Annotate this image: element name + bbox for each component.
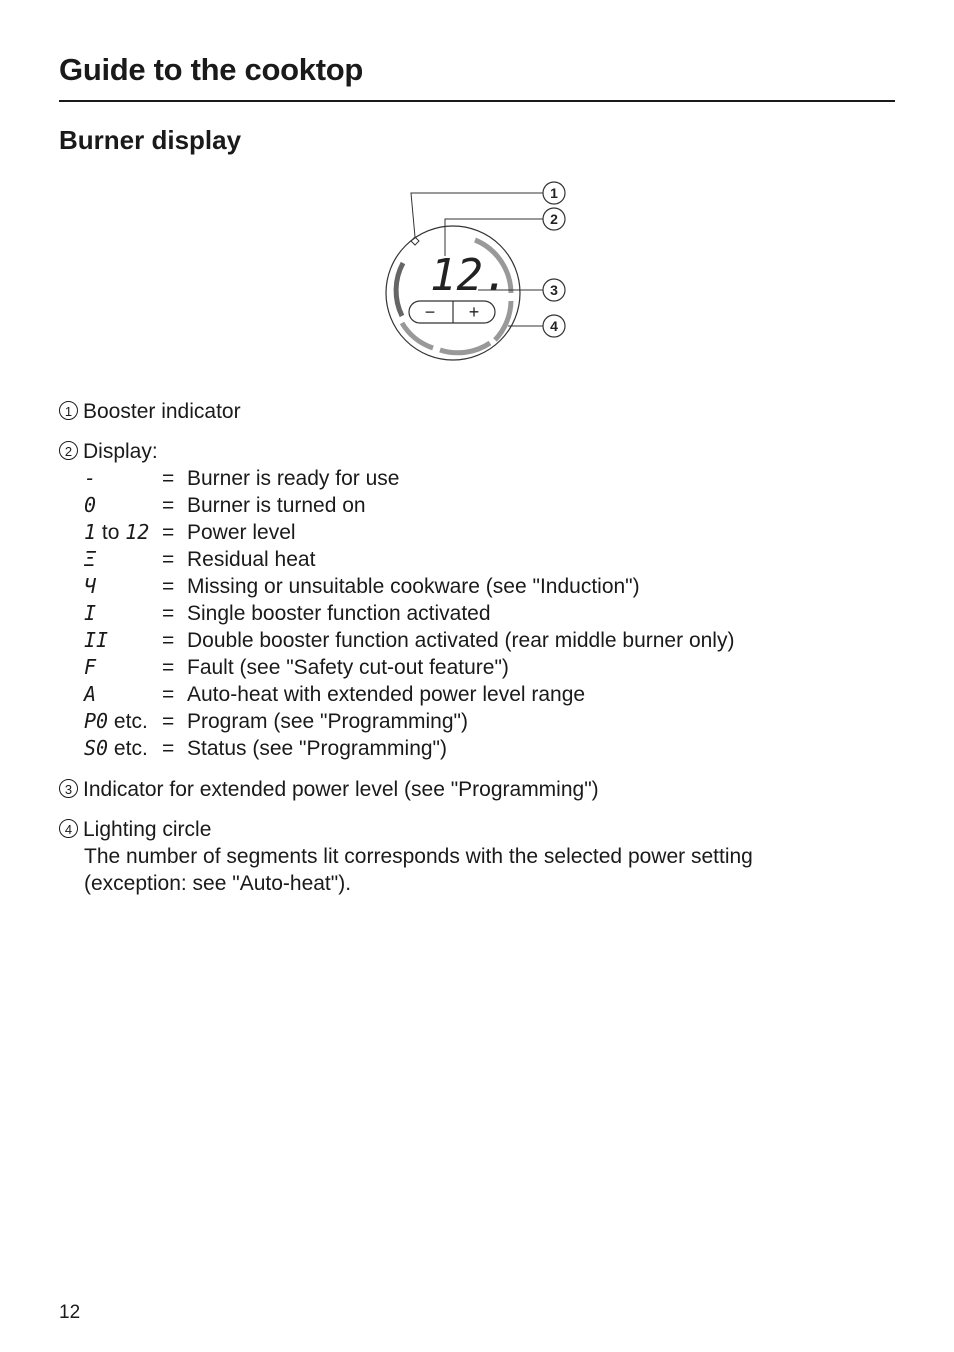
item-text: Booster indicator — [83, 400, 241, 423]
page-number: 12 — [59, 1302, 81, 1323]
table-row: P0 etc. = Program (see "Programming") — [84, 709, 468, 733]
svg-text:3: 3 — [550, 282, 558, 298]
table-row: 1 to 12 = Power level — [84, 520, 296, 544]
minus-icon: − — [424, 302, 436, 322]
item-display — [59, 438, 158, 465]
display-digits: 12. — [430, 250, 510, 301]
svg-text:1: 1 — [550, 185, 558, 201]
lighting-segment — [396, 263, 403, 316]
control-pill — [409, 301, 495, 323]
table-row: F = Fault (see "Safety cut-out feature") — [84, 655, 509, 679]
table-row: 0 = Burner is turned on — [84, 493, 366, 517]
table-row: II = Double booster function activated (rear middle burner only) — [84, 628, 735, 652]
item-text: Indicator for extended power level (see "Programming") — [83, 778, 599, 801]
section-title: Burner display — [59, 125, 242, 155]
item-extended-power — [59, 776, 599, 803]
table-row: - = Burner is ready for use — [84, 466, 400, 490]
burner-display-diagram — [375, 178, 575, 363]
title-rule — [59, 100, 895, 102]
item-number: 2 — [59, 441, 78, 460]
lighting-detail-line-2: (exception: see "Auto-heat"). — [84, 872, 352, 895]
item-number: 3 — [59, 779, 78, 798]
table-row: Ч = Missing or unsuitable cookware (see "Induction") — [84, 574, 640, 598]
item-booster — [59, 398, 241, 425]
item-lighting-circle — [59, 816, 211, 843]
svg-text:2: 2 — [550, 211, 558, 227]
plus-icon: + — [468, 302, 480, 322]
callout-3 — [543, 279, 565, 301]
burner-diagram-svg — [375, 178, 575, 363]
table-row: Ξ = Residual heat — [84, 547, 316, 571]
lighting-segment — [440, 343, 490, 353]
callout-4 — [543, 315, 565, 337]
callout-1 — [543, 182, 565, 204]
lighting-segment — [495, 301, 511, 340]
lighting-detail-line-1: The number of segments lit corresponds with the selected power setting — [84, 845, 753, 868]
table-row: S0 etc. = Status (see "Programming") — [84, 736, 447, 760]
svg-text:4: 4 — [550, 318, 558, 334]
callout-2 — [543, 208, 565, 230]
display-codes-table — [84, 465, 734, 762]
lighting-segment — [402, 323, 433, 348]
item-text: Display: — [83, 440, 158, 463]
item-number: 4 — [59, 819, 78, 838]
item-number: 1 — [59, 401, 78, 420]
item-text: Lighting circle — [83, 818, 212, 841]
table-row: I = Single booster function activated — [84, 601, 491, 625]
page-title: Guide to the cooktop — [59, 52, 363, 87]
table-row: A = Auto-heat with extended power level range — [84, 682, 586, 706]
